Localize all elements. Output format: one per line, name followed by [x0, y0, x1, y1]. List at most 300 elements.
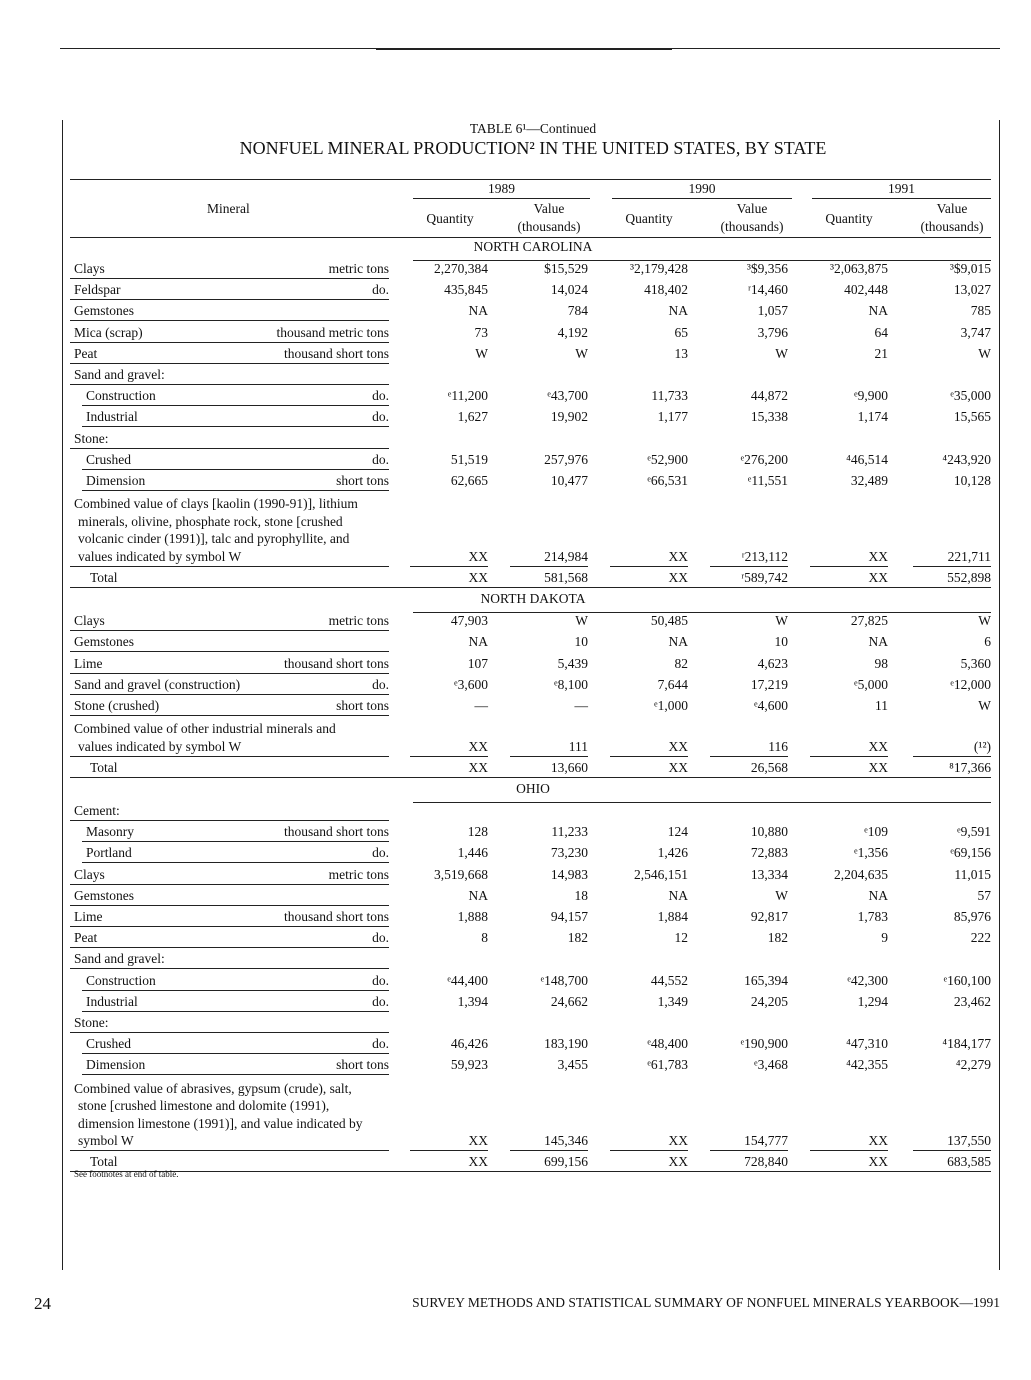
table-cell: 12: [674, 930, 688, 946]
table-cell: 18: [574, 887, 588, 903]
row-label: Stone:: [74, 1015, 109, 1030]
table-label: TABLE 6¹—Continued: [469, 121, 597, 136]
sum-rule: [610, 756, 688, 757]
table-cell: 418,402: [644, 282, 688, 298]
table-cell: 1,446: [457, 845, 488, 861]
table-cell: 73: [474, 324, 488, 340]
table-cell: ᵉ11,200: [447, 388, 488, 404]
row-leader: [82, 405, 389, 406]
row-unit: do.: [372, 282, 389, 298]
table-cell: W: [978, 613, 991, 629]
table-cell: 11,233: [551, 824, 588, 840]
table-cell: ᵉ276,200: [740, 451, 788, 467]
table-cell: 1,884: [657, 909, 688, 924]
row-label: Stone (crushed): [74, 697, 160, 713]
combined-cell: XX: [868, 738, 888, 754]
table-cell: 19,902: [550, 409, 588, 425]
row-label: Gemstones: [74, 303, 134, 319]
footnote: See footnotes at end of table.: [74, 1169, 179, 1179]
total-cell: 581,568: [544, 569, 588, 585]
row-label: Portland: [86, 845, 132, 861]
combined-cell: 221,711: [947, 548, 991, 564]
table-cell: 15,338: [750, 409, 788, 425]
sum-rule: [913, 1150, 991, 1151]
table-cell: ᵉ61,783: [647, 1057, 688, 1073]
table-cell: 435,845: [444, 282, 488, 298]
total-cell: XX: [868, 759, 888, 775]
state-rule: [413, 260, 991, 261]
table-cell: W: [775, 613, 788, 629]
combined-cell: XX: [468, 548, 488, 564]
table-cell: ᵉ35,000: [950, 388, 991, 404]
total-label: Total: [90, 569, 118, 585]
table-cell: ᵉ1,000: [654, 697, 688, 713]
row-unit: thousand short tons: [283, 345, 389, 361]
row-leader: [70, 715, 389, 716]
sum-rule: [610, 566, 688, 567]
sum-rule: [913, 566, 991, 567]
row-label: Crushed: [86, 451, 131, 467]
row-label: Dimension: [86, 1057, 146, 1073]
combined-leader: [70, 756, 389, 757]
table-cell: 5,360: [960, 655, 991, 671]
table-cell: 11,015: [954, 866, 991, 882]
column-header-quantity: Quantity: [426, 211, 474, 226]
table-cell: ³$9,356: [746, 261, 788, 276]
table-cell: NA: [668, 303, 688, 319]
table-cell: ᵉ66,531: [647, 473, 688, 488]
table-cell: ʳ14,460: [747, 282, 788, 298]
header-top-rule: [70, 179, 991, 180]
row-label: Lime: [74, 655, 103, 671]
table-cell: ᵉ11,551: [747, 473, 788, 488]
table-cell: ⁴42,355: [846, 1057, 888, 1073]
total-cell: XX: [468, 569, 488, 585]
table-cell: 32,489: [850, 473, 888, 488]
combined-cell: XX: [668, 1133, 688, 1149]
table-cell: 24,662: [550, 993, 588, 1009]
table-cell: ᵉ42,300: [847, 972, 888, 988]
row-unit: do.: [372, 388, 389, 404]
combined-leader: [70, 566, 389, 567]
row-label: Peat: [74, 930, 98, 946]
row-leader: [70, 448, 389, 449]
table-cell: 3,455: [557, 1057, 588, 1073]
combined-label: symbol W: [78, 1133, 134, 1149]
table-cell: 11: [875, 697, 888, 713]
total-label: Total: [90, 1154, 118, 1170]
row-label: Gemstones: [74, 634, 134, 650]
row-leader: [82, 1011, 389, 1012]
sum-rule: [710, 756, 788, 757]
year-rule: [612, 198, 792, 199]
combined-cell: 116: [768, 738, 788, 754]
table-cell: 59,923: [450, 1057, 488, 1073]
table-cell: NA: [868, 634, 888, 650]
table-cell: 57: [977, 887, 991, 903]
table-cell: ⁴243,920: [942, 451, 991, 467]
table-cell: ᵉ52,900: [647, 451, 688, 467]
combined-label: Combined value of clays [kaolin (1990-91)], lithium: [74, 496, 358, 512]
total-cell: ʳ589,742: [741, 569, 788, 585]
row-leader: [70, 820, 389, 821]
combined-label: values indicated by symbol W: [78, 738, 242, 754]
row-leader: [70, 694, 389, 695]
row-leader: [82, 490, 389, 491]
total-cell: XX: [868, 1154, 888, 1170]
column-header-quantity: Quantity: [825, 211, 873, 226]
table-cell: 107: [467, 655, 488, 671]
total-cell: XX: [468, 1154, 488, 1170]
sum-rule: [510, 566, 588, 567]
table-cell: 46,426: [450, 1036, 488, 1052]
table-cell: 3,796: [757, 324, 788, 340]
row-leader: [70, 630, 389, 631]
row-label: Crushed: [86, 1036, 131, 1052]
table-cell: ³2,063,875: [829, 261, 888, 276]
row-unit: do.: [372, 993, 389, 1009]
table-cell: 183,190: [544, 1036, 588, 1052]
section-bottom-rule: [70, 587, 991, 588]
column-header-value: Value: [936, 201, 968, 216]
row-unit: do.: [372, 409, 389, 425]
table-cell: 182: [567, 930, 588, 946]
combined-cell: (¹²): [973, 738, 991, 754]
table-cell: 10: [574, 634, 588, 650]
table-cell: ᵉ190,900: [740, 1036, 788, 1052]
table-cell: 98: [874, 655, 888, 671]
table-cell: 13,334: [750, 866, 788, 882]
row-unit: metric tons: [328, 261, 389, 276]
sum-rule: [913, 756, 991, 757]
row-label: Peat: [74, 345, 98, 361]
table-cell: 1,349: [657, 993, 688, 1009]
table-cell: 6: [984, 634, 991, 650]
table-cell: 82: [674, 655, 688, 671]
total-cell: XX: [668, 1154, 688, 1170]
sum-rule: [510, 1150, 588, 1151]
row-leader: [82, 469, 389, 470]
column-header-mineral: Mineral: [207, 201, 250, 216]
table-cell: ᵉ69,156: [950, 845, 991, 861]
row-leader: [70, 968, 389, 969]
row-leader: [70, 905, 389, 906]
sum-rule: [810, 566, 888, 567]
table-cell: 13,027: [953, 282, 991, 298]
row-label: Clays: [74, 613, 105, 629]
row-unit: short tons: [336, 697, 389, 713]
state-rule: [413, 612, 991, 613]
year-header: 1990: [688, 181, 716, 196]
row-leader: [70, 363, 389, 364]
table-cell: NA: [668, 887, 688, 903]
table-cell: 27,825: [850, 613, 888, 629]
row-leader: [70, 673, 389, 674]
table-cell: 14,024: [550, 282, 588, 298]
section-bottom-rule: [70, 1171, 991, 1172]
table-cell: ᵉ9,591: [957, 824, 991, 840]
table-cell: 10,128: [953, 473, 991, 488]
row-leader: [70, 926, 389, 927]
table-cell: 21: [874, 345, 888, 361]
row-leader: [82, 990, 389, 991]
table-cell: 222: [970, 930, 991, 946]
combined-cell: 137,550: [947, 1133, 991, 1149]
row-label: Feldspar: [74, 282, 121, 298]
row-unit: thousand short tons: [283, 824, 389, 840]
row-label: Cement:: [74, 803, 120, 818]
table-cell: —: [574, 697, 588, 713]
row-label: Mica (scrap): [74, 324, 143, 340]
table-cell: ᵉ3,468: [754, 1057, 788, 1073]
table-cell: W: [978, 345, 991, 361]
table-cell: 10: [774, 634, 788, 650]
row-label: Masonry: [86, 824, 134, 840]
table-cell: 7,644: [657, 676, 688, 692]
table-cell: 62,665: [450, 473, 488, 488]
table-cell: W: [775, 345, 788, 361]
row-label: Construction: [86, 388, 156, 404]
column-header-value: Value: [533, 201, 565, 216]
table-cell: W: [775, 887, 788, 903]
table-cell: 5,439: [557, 655, 588, 671]
combined-label: dimension limestone (1991)], and value indicated by: [78, 1115, 363, 1131]
year-rule: [812, 198, 991, 199]
row-unit: thousand metric tons: [276, 324, 389, 340]
combined-label: Combined value of abrasives, gypsum (crude), salt,: [74, 1080, 352, 1096]
total-cell: XX: [868, 569, 888, 585]
row-label: Construction: [86, 972, 156, 988]
table-cell: 1,783: [857, 909, 888, 924]
table-cell: 85,976: [953, 909, 991, 924]
table-cell: NA: [868, 887, 888, 903]
table-cell: 1,627: [457, 409, 488, 425]
table-cell: W: [575, 613, 588, 629]
table-cell: 785: [970, 303, 991, 319]
sum-rule: [710, 1150, 788, 1151]
sum-rule: [810, 1150, 888, 1151]
row-leader: [70, 278, 389, 279]
sum-rule: [810, 756, 888, 757]
state-caption: NORTH DAKOTA: [480, 591, 586, 607]
combined-cell: 145,346: [544, 1133, 588, 1149]
table-cell: 1,888: [457, 909, 488, 924]
table-cell: 64: [874, 324, 888, 340]
table-cell: 182: [767, 930, 788, 946]
row-unit: metric tons: [328, 866, 389, 882]
total-cell: 683,585: [947, 1154, 991, 1170]
combined-cell: 111: [568, 738, 588, 754]
total-cell: 552,898: [947, 569, 991, 585]
row-label: Gemstones: [74, 887, 134, 903]
table-cell: 2,270,384: [434, 261, 488, 276]
row-label: Dimension: [86, 473, 146, 488]
table-cell: 72,883: [750, 845, 788, 861]
table-cell: NA: [668, 634, 688, 650]
row-label: Sand and gravel:: [74, 367, 165, 382]
combined-cell: 154,777: [744, 1133, 788, 1149]
total-cell: 26,568: [750, 759, 788, 775]
row-label: Sand and gravel (construction): [74, 676, 241, 692]
row-unit: metric tons: [328, 613, 389, 629]
table-cell: 13: [674, 345, 688, 361]
column-header-value-unit: (thousands): [517, 219, 581, 234]
table-cell: 44,552: [650, 972, 688, 988]
combined-cell: XX: [668, 738, 688, 754]
table-cell: ᵉ8,100: [554, 676, 588, 692]
total-cell: 728,840: [744, 1154, 788, 1170]
table-cell: 3,519,668: [434, 866, 488, 882]
row-label: Industrial: [86, 993, 138, 1009]
row-unit: do.: [372, 451, 389, 467]
table-cell: ᵉ4,600: [754, 697, 788, 713]
year-rule: [413, 198, 590, 199]
sum-rule: [610, 1150, 688, 1151]
row-leader: [82, 841, 389, 842]
row-leader: [70, 299, 389, 300]
table-cell: 23,462: [953, 993, 991, 1009]
table-cell: 50,485: [650, 613, 688, 629]
table-cell: 15,565: [953, 409, 991, 425]
state-caption: OHIO: [516, 781, 550, 796]
table-cell: ᵉ5,000: [854, 676, 888, 692]
table-cell: ᵉ43,700: [547, 388, 588, 404]
header-bottom-rule: [70, 237, 991, 238]
table-cell: 1,294: [857, 993, 888, 1009]
table-cell: —: [474, 697, 488, 713]
year-header: 1991: [888, 181, 915, 196]
combined-label: stone [crushed limestone and dolomite (1991),: [78, 1098, 330, 1114]
table-cell: 165,394: [744, 972, 788, 988]
sum-rule: [410, 566, 488, 567]
table-cell: 1,426: [657, 845, 688, 861]
row-leader: [82, 862, 389, 863]
combined-leader: [70, 1150, 389, 1151]
table-title: NONFUEL MINERAL PRODUCTION² IN THE UNITED STATES, BY STATE: [239, 138, 827, 158]
table-cell: 1,057: [757, 303, 788, 319]
table-cell: ⁴2,279: [955, 1057, 991, 1073]
row-label: Sand and gravel:: [74, 951, 165, 967]
table-cell: NA: [468, 887, 488, 903]
year-header: 1989: [488, 181, 515, 196]
row-label: Industrial: [86, 409, 138, 425]
table-cell: ᵉ9,900: [854, 388, 888, 404]
row-leader: [70, 1032, 389, 1033]
table-cell: 24,205: [750, 993, 788, 1009]
combined-label: Combined value of other industrial minerals and: [74, 721, 336, 737]
table-cell: NA: [868, 303, 888, 319]
sum-rule: [410, 756, 488, 757]
combined-cell: 214,984: [544, 548, 588, 564]
page-number: 24: [34, 1294, 51, 1313]
row-leader: [70, 651, 389, 652]
combined-label: values indicated by symbol W: [78, 548, 242, 564]
table-cell: ᵉ3,600: [454, 676, 488, 692]
section-bottom-rule: [70, 777, 991, 778]
row-unit: thousand short tons: [283, 655, 389, 671]
total-label: Total: [90, 759, 118, 775]
row-leader: [70, 320, 389, 321]
table-cell: 14,983: [550, 866, 588, 882]
total-cell: ⁸17,366: [949, 759, 991, 775]
table-cell: 10,880: [750, 824, 788, 840]
total-cell: 13,660: [550, 759, 588, 775]
table-cell: W: [978, 697, 991, 713]
table-cell: 4,192: [557, 324, 588, 340]
row-label: Clays: [74, 866, 105, 882]
table-cell: 784: [567, 303, 588, 319]
table-cell: W: [475, 345, 488, 361]
row-label: Stone:: [74, 430, 109, 446]
combined-label: volcanic cinder (1991)], talc and pyrophyllite, and: [78, 531, 350, 547]
row-unit: do.: [372, 676, 389, 692]
table-cell: ᵉ148,700: [540, 972, 588, 988]
column-header-value: Value: [736, 201, 768, 216]
table-cell: 11,733: [651, 388, 688, 404]
row-label: Clays: [74, 261, 105, 276]
table-cell: ⁴47,310: [846, 1036, 888, 1052]
total-cell: 699,156: [544, 1154, 588, 1170]
combined-cell: XX: [868, 1133, 888, 1149]
table-cell: ᵉ1,356: [854, 845, 888, 861]
total-cell: XX: [668, 569, 688, 585]
table-cell: 8: [481, 930, 488, 946]
row-unit: short tons: [336, 1057, 389, 1073]
table-cell: NA: [468, 634, 488, 650]
row-unit: do.: [372, 972, 389, 988]
table-cell: ᵉ48,400: [647, 1036, 688, 1052]
table-cell: ᵉ160,100: [943, 972, 991, 988]
table-cell: 94,157: [550, 909, 588, 924]
column-header-value-unit: (thousands): [920, 219, 984, 234]
combined-cell: XX: [468, 738, 488, 754]
table-cell: 92,817: [750, 909, 788, 924]
table-cell: ᵉ44,400: [447, 972, 488, 988]
row-unit: do.: [372, 930, 389, 946]
row-unit: thousand short tons: [283, 909, 389, 924]
table-cell: 1,174: [857, 409, 888, 425]
row-leader: [70, 884, 389, 885]
combined-cell: ʳ213,112: [741, 548, 788, 564]
table-cell: 9: [881, 930, 888, 946]
table-cell: 1,394: [457, 993, 488, 1009]
sum-rule: [410, 1150, 488, 1151]
row-unit: do.: [372, 1036, 389, 1052]
row-unit: short tons: [336, 473, 389, 488]
table-cell: $15,529: [544, 261, 588, 276]
table-cell: 44,872: [750, 388, 788, 404]
table-cell: NA: [468, 303, 488, 319]
table-cell: 65: [674, 324, 688, 340]
combined-cell: XX: [868, 548, 888, 564]
row-label: Lime: [74, 909, 103, 924]
table-cell: ⁴184,177: [942, 1036, 991, 1052]
table-cell: 17,219: [750, 676, 788, 692]
table-cell: 73,230: [550, 845, 588, 861]
row-leader: [70, 342, 389, 343]
table-cell: 47,903: [450, 613, 488, 629]
table-cell: ³2,179,428: [629, 261, 688, 276]
table-cell: 10,477: [550, 473, 588, 488]
row-leader: [82, 1074, 389, 1075]
table-cell: 1,177: [657, 409, 688, 425]
sum-rule: [710, 566, 788, 567]
table-cell: 257,976: [544, 451, 588, 467]
combined-cell: XX: [668, 548, 688, 564]
table-cell: 2,204,635: [834, 866, 888, 882]
row-unit: do.: [372, 845, 389, 861]
row-leader: [82, 426, 389, 427]
